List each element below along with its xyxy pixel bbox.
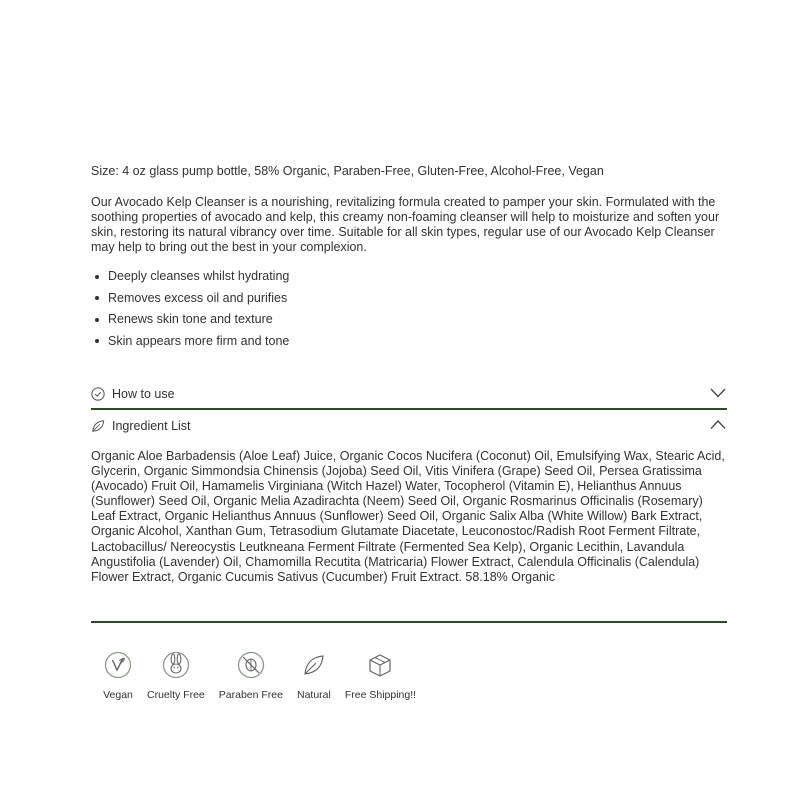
ingredient-list-label: Ingredient List bbox=[112, 419, 191, 433]
badge-cruelty-free bbox=[147, 650, 205, 701]
benefit-text: Deeply cleanses whilst hydrating bbox=[108, 269, 290, 283]
product-description: Our Avocado Kelp Cleanser is a nourishing, revitalizing formula created to pamper your skin. Formulated with the soothing properties of avocado and kelp, this creamy non-foaming cleanser will help to moisturize and soften your skin, restoring its natural vibrancy over time. Suitable for all skin types, regular use of our Avocado Kelp Cleanser may help to bring out the best in your complexion. bbox=[91, 195, 720, 254]
bullet-icon bbox=[95, 275, 99, 279]
paraben-free-icon bbox=[236, 650, 266, 680]
product-size-line: Size: 4 oz glass pump bottle, 58% Organic, Paraben-Free, Gluten-Free, Alcohol-Free, Vegan bbox=[91, 164, 604, 178]
badge-label: Natural bbox=[296, 689, 331, 701]
product-badges bbox=[103, 650, 428, 701]
accordion-how-to-use[interactable] bbox=[91, 381, 727, 407]
bullet-icon bbox=[95, 339, 99, 343]
how-to-use-header[interactable] bbox=[91, 381, 727, 407]
benefit-text: Skin appears more firm and tone bbox=[108, 333, 290, 348]
list-item bbox=[93, 291, 727, 306]
check-circle-icon bbox=[91, 387, 105, 401]
badge-paraben-free bbox=[219, 650, 283, 701]
section-divider bbox=[91, 621, 727, 623]
product-details bbox=[91, 163, 727, 355]
accordion-ingredient-list[interactable] bbox=[91, 413, 727, 439]
box-icon bbox=[365, 650, 395, 680]
badge-label: Vegan bbox=[103, 689, 133, 701]
bullet-icon bbox=[95, 318, 99, 322]
how-to-use-label: How to use bbox=[112, 387, 175, 401]
badge-vegan bbox=[103, 650, 133, 701]
chevron-down-icon[interactable] bbox=[710, 387, 726, 399]
badge-natural bbox=[297, 650, 331, 701]
ingredient-list-header[interactable] bbox=[91, 413, 727, 439]
chevron-up-icon[interactable] bbox=[710, 419, 726, 431]
leaf-icon bbox=[91, 419, 105, 433]
section-divider bbox=[91, 408, 727, 410]
bunny-icon bbox=[161, 650, 191, 680]
badge-label: Paraben Free bbox=[218, 689, 283, 701]
list-item bbox=[93, 334, 727, 349]
list-item bbox=[93, 269, 727, 284]
benefits-list bbox=[91, 269, 727, 349]
bullet-icon bbox=[95, 296, 99, 300]
leaf-icon bbox=[299, 650, 329, 680]
benefit-text: Renews skin tone and texture bbox=[108, 312, 273, 326]
list-item bbox=[93, 312, 727, 327]
badge-label: Cruelty Free bbox=[147, 689, 205, 701]
ingredient-list-text: Organic Aloe Barbadensis (Aloe Leaf) Juice, Organic Cocos Nucifera (Coconut) Oil, Emulsifying Wax, Stearic Acid, Glycerin, Organic Simmondsia Chinensis (Jojoba) Seed Oil, Vitis Vinifera (Grape) Seed Oil, Persea Gratissima (Avocado) Fruit Oil, Hamamelis Virginiana (Witch Hazel) Water, Tocopherol (Vitamin E), Helianthus Annuus (Sunflower) Seed Oil, Organic Melia Azadirachta (Neem) Seed Oil, Organic Rosmarinus Officinalis (Rosemary) Leaf Extract, Organic Helianthus Annuus (Sunflower) Seed Oil, Organic Salix Alba (White Willow) Bark Extract, Organic Alcohol, Xanthan Gum, Tetrasodium Glutamate Diacetate, Leuconostoc/Radish Root Ferment Filtrate, Lactobacillus/ Nereocystis Leutkneana Ferment Filtrate (Fermented Sea Kelp), Organic Lecithin, Lavandula Angustifolia (Lavender) Oil, Chamomilla Recutita (Matricaria) Flower Extract, Calendula Officinalis (Calendula) Flower Extract, Organic Cucumis Sativus (Cucumber) Fruit Extract. 58.18% Organic bbox=[91, 449, 725, 584]
badge-label: Free Shipping!! bbox=[344, 689, 417, 701]
vegan-v-icon bbox=[103, 650, 133, 680]
badge-free-shipping bbox=[345, 650, 416, 701]
benefit-text: Removes excess oil and purifies bbox=[108, 290, 288, 305]
